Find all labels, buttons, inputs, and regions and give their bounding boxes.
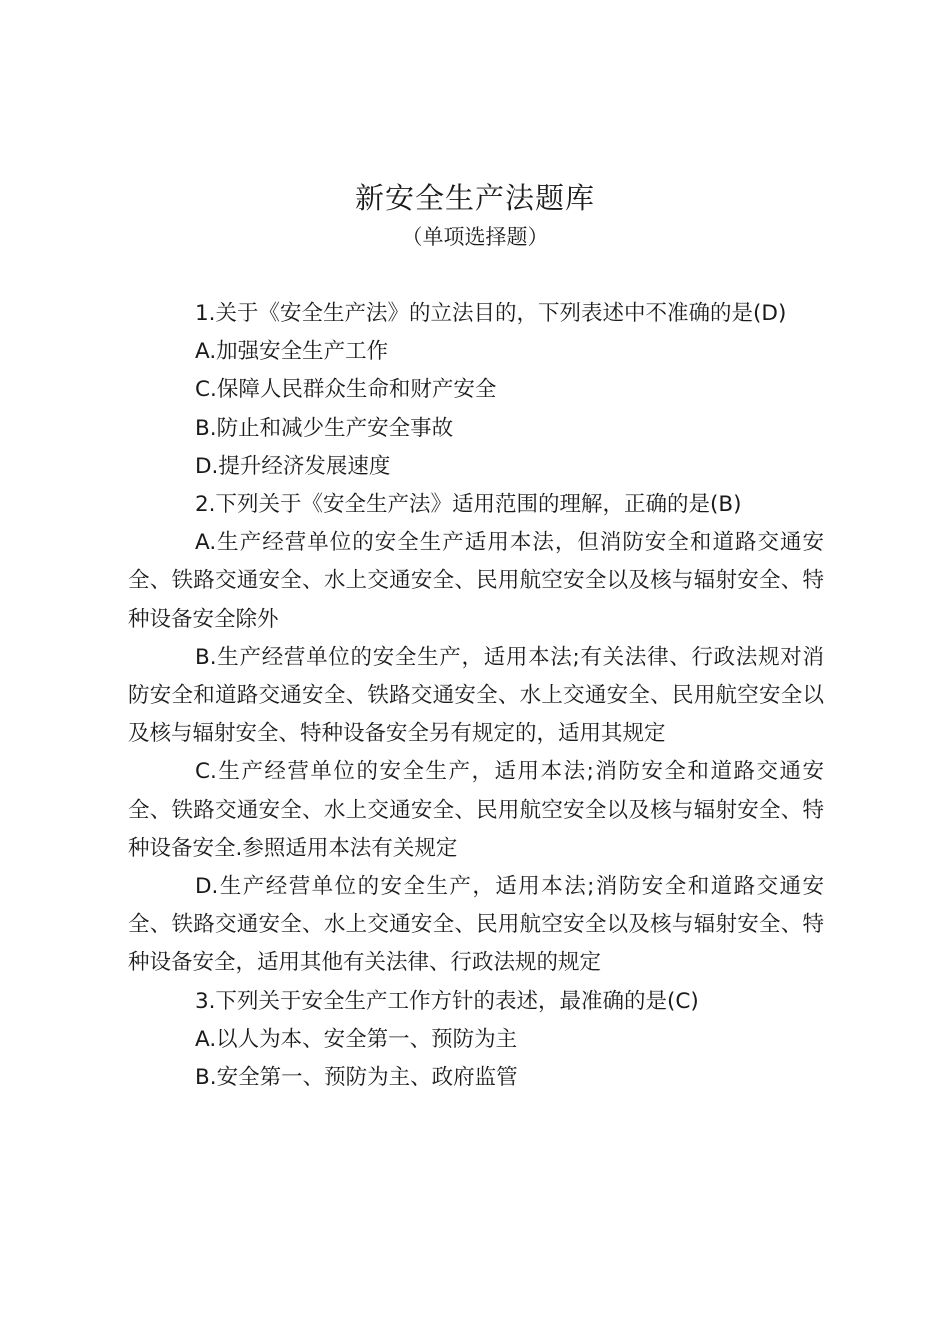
document-subtitle: （单项选择题） bbox=[401, 225, 549, 249]
document-title: 新安全生产法题库 bbox=[354, 181, 595, 215]
question-3-option-a: A.以人为本、安全第一、预防为主 bbox=[195, 1026, 518, 1052]
document-body bbox=[128, 295, 824, 1097]
question-1-option-a: A.加强安全生产工作 bbox=[195, 339, 389, 365]
question-3-option-b: B.安全第一、预防为主、政府监管 bbox=[195, 1065, 518, 1091]
question-2-option-d: D.生产经营单位的安全生产，适用本法;消防安全和道路交通安全、铁路交通安全、水上交通安全、民用航空安全以及核与辐射安全、特种设备安全，适用其他有关法律、行政法规的规定 bbox=[128, 874, 824, 976]
question-1-option-b: B.防止和减少生产安全事故 bbox=[195, 415, 454, 441]
question-1-option-d: D.提升经济发展速度 bbox=[195, 453, 391, 479]
question-1-option-c: C.保障人民群众生命和财产安全 bbox=[195, 377, 497, 403]
question-2-option-c: C.生产经营单位的安全生产，适用本法;消防安全和道路交通安全、铁路交通安全、水上交通安全、民用航空安全以及核与辐射安全、特种设备安全.参照适用本法有关规定 bbox=[128, 759, 824, 861]
question-3: 3.下列关于安全生产工作方针的表述，最准确的是(C) bbox=[195, 988, 699, 1014]
question-2-option-a: A.生产经营单位的安全生产适用本法，但消防安全和道路交通安全、铁路交通安全、水上交通安全、民用航空安全以及核与辐射安全、特种设备安全除外 bbox=[128, 530, 824, 632]
question-2: 2.下列关于《安全生产法》适用范围的理解，正确的是(B) bbox=[195, 492, 742, 518]
question-1: 1.关于《安全生产法》的立法目的，下列表述中不准确的是(D) bbox=[195, 301, 787, 326]
question-2-option-b: B.生产经营单位的安全生产，适用本法;有关法律、行政法规对消防安全和道路交通安全、铁路交通安全、水上交通安全、民用航空安全以及核与辐射安全、特种设备安全另有规定的，适用其规定 bbox=[128, 644, 824, 747]
